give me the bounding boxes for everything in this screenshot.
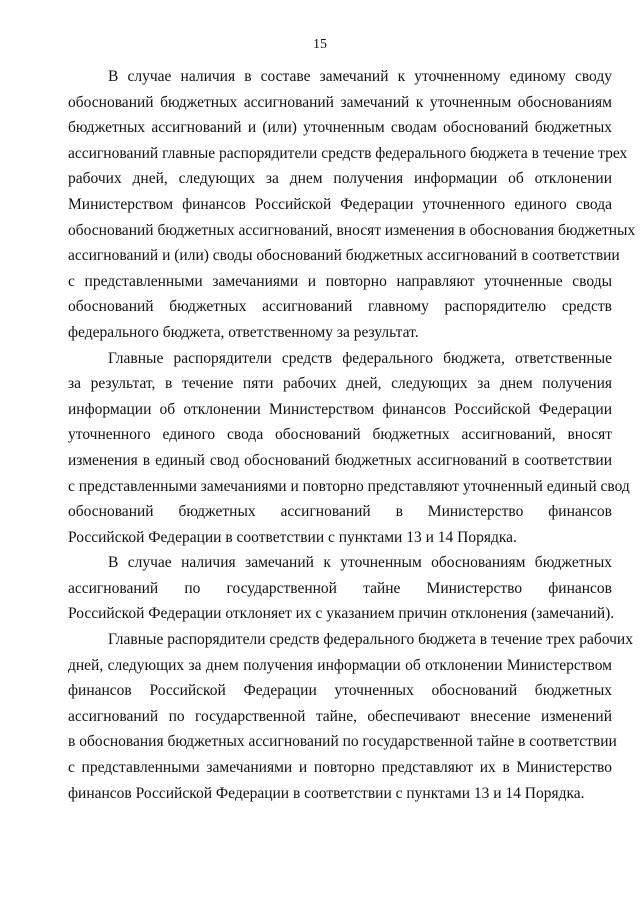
page-number: 15 bbox=[313, 37, 327, 52]
paragraph-1 bbox=[68, 64, 636, 346]
text-line: дней, следующих за днем получения информации об отклонении Министерством bbox=[68, 656, 612, 674]
text-line: изменения в единый свод обоснований бюджетных ассигнований в соответствии bbox=[68, 451, 612, 469]
text-line: Министерством финансов Российской Федерации уточненного единого свода bbox=[68, 195, 612, 213]
text-line: ассигнований по государственной тайне, обеспечивают внесение изменений bbox=[68, 707, 612, 725]
text-line: ассигнований главные распорядители средств федерального бюджета в течение трех bbox=[68, 144, 628, 162]
text-line: ассигнований по государственной тайне Министерство финансов bbox=[68, 579, 612, 597]
text-line: Российской Федерации отклоняет их с указанием причин отклонения (замечаний). bbox=[68, 605, 615, 623]
paragraph-3 bbox=[68, 550, 615, 627]
text-line: за результат, в течение пяти рабочих дней, следующих за днем получения bbox=[68, 375, 612, 393]
text-line: ассигнований и (или) своды обоснований бюджетных ассигнований в соответствии bbox=[68, 247, 620, 265]
text-line: информации об отклонении Министерством финансов Российской Федерации bbox=[68, 400, 612, 418]
text-line: уточненного единого свода обоснований бюджетных ассигнований, вносят bbox=[68, 426, 612, 444]
text-line: федерального бюджета, ответственному за результат. bbox=[68, 323, 419, 341]
text-line: обоснований бюджетных ассигнований в Министерство финансов bbox=[68, 503, 612, 521]
text-line: финансов Российской Федерации в соответствии с пунктами 13 и 14 Порядка. bbox=[68, 784, 585, 802]
text-line: Российской Федерации в соответствии с пунктами 13 и 14 Порядка. bbox=[68, 528, 517, 546]
text-line: в обоснования бюджетных ассигнований по государственной тайне в соответствии bbox=[68, 733, 617, 751]
text-line: Главные распорядители средств федерального бюджета, ответственные bbox=[108, 349, 612, 367]
paragraph-4 bbox=[68, 627, 633, 806]
text-line: бюджетных ассигнований и (или) уточненным сводам обоснований бюджетных bbox=[68, 119, 612, 137]
text-line: финансов Российской Федерации уточненных обоснований бюджетных bbox=[68, 682, 612, 700]
text-line: с представленными замечаниями и повторно представляют их в Министерство bbox=[68, 759, 612, 777]
text-line: рабочих дней, следующих за днем получения информации об отклонении bbox=[68, 170, 612, 188]
text-line: В случае наличия в составе замечаний к уточненному единому своду bbox=[108, 68, 612, 85]
text-line: обоснований бюджетных ассигнований, вносят изменения в обоснования бюджетных bbox=[68, 221, 636, 239]
text-line: с представленными замечаниями и повторно направляют уточненные своды bbox=[68, 272, 612, 290]
text-line: с представленными замечаниями и повторно представляют уточненный единый свод bbox=[68, 477, 630, 495]
text-line: Главные распорядители средств федерального бюджета в течение трех рабочих bbox=[108, 631, 633, 649]
paragraph-2 bbox=[68, 346, 630, 551]
document-body bbox=[68, 64, 636, 806]
text-line: обоснований бюджетных ассигнований замечаний к уточненным обоснованиям bbox=[68, 93, 612, 111]
text-line: обоснований бюджетных ассигнований главному распорядителю средств bbox=[68, 298, 612, 316]
text-line: В случае наличия замечаний к уточненным обоснованиям бюджетных bbox=[108, 554, 612, 572]
